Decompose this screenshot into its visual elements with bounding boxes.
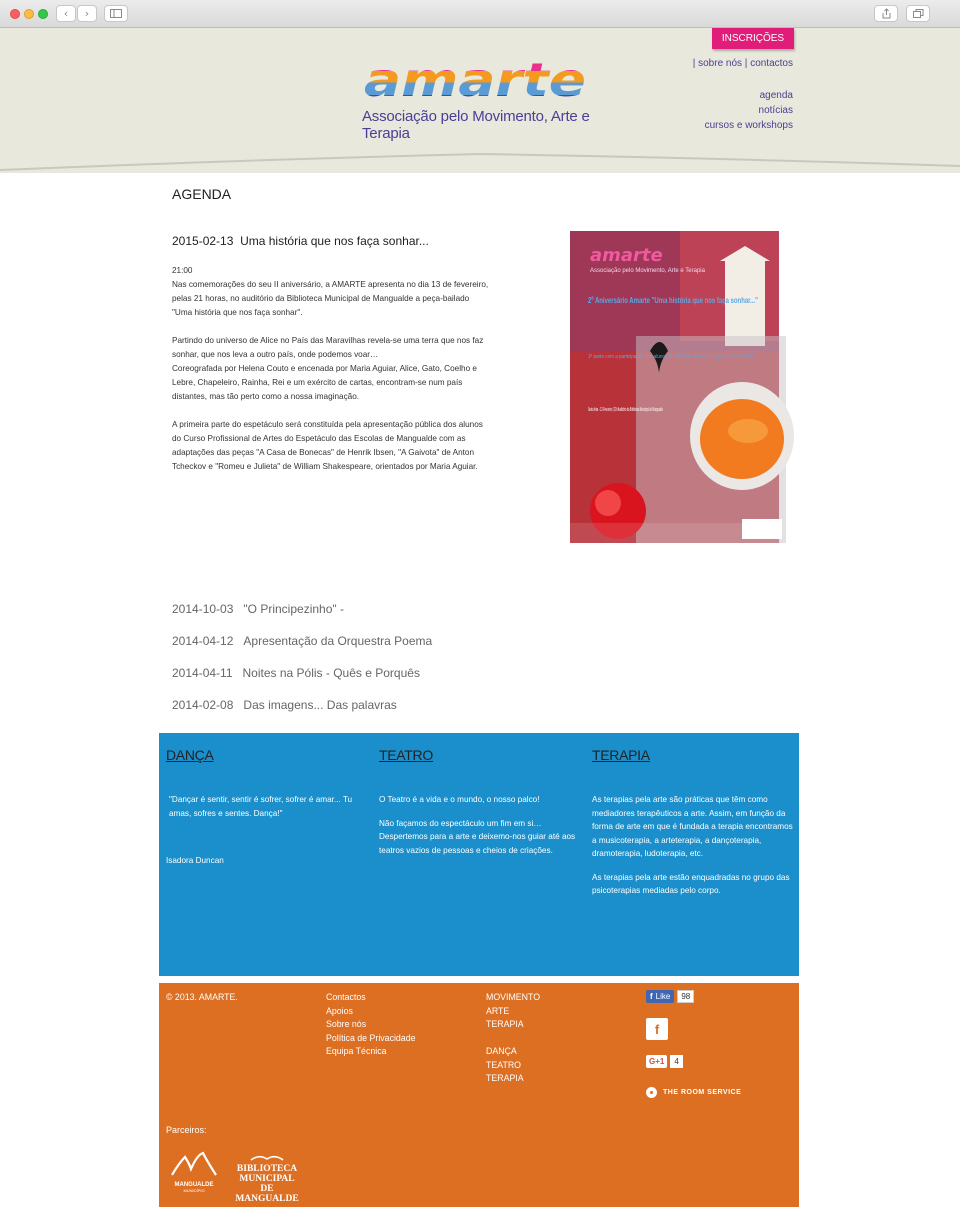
teatro-link[interactable]: TEATRO <box>379 747 433 763</box>
biblioteca-line: MUNICIPAL DE <box>239 1174 295 1194</box>
amarte-logo[interactable] <box>362 53 590 107</box>
event-description <box>172 264 490 488</box>
footer-links <box>326 991 416 1059</box>
event-time: 21:00 <box>172 266 193 275</box>
footer-link-terapia[interactable]: TERAPIA <box>486 1019 524 1029</box>
list-item[interactable] <box>172 666 432 698</box>
browser-toolbar <box>0 0 960 28</box>
separator: | <box>692 58 699 69</box>
teatro-column <box>379 747 584 867</box>
book-icon <box>249 1153 285 1161</box>
footer-link-equipa[interactable]: Equipa Técnica <box>326 1046 387 1056</box>
tabs-overview-icon[interactable] <box>906 5 930 22</box>
terapia-text: As terapias pela arte estão enquadradas no grupo das psicoterapias mediadas pelo corpo. <box>592 872 790 895</box>
event-poster[interactable] <box>570 231 786 543</box>
footer-link-privacidade[interactable]: Política de Privacidade <box>326 1032 416 1043</box>
featured-event-heading[interactable] <box>172 234 429 248</box>
contactos-link[interactable]: contactos <box>750 58 793 69</box>
svg-text:amarte: amarte <box>364 53 586 107</box>
footer-link-contactos[interactable]: Contactos <box>326 992 366 1002</box>
forward-icon[interactable]: › <box>77 5 97 22</box>
facebook-icon[interactable]: f <box>646 1018 668 1040</box>
spacer <box>486 1032 540 1046</box>
sobre-nos-link[interactable]: sobre nós <box>698 58 743 69</box>
event-paragraph: Partindo do universo de Alice no País das Maravilhas revela-se uma terra que nos faz sonhar, que nos leva a outro país, onde podemos voar… Coreografada por Helena Couto e encenada por Maria Aguiar, Alice, Gato, Coelho e Lebre, Chapeleiro, Rainha, Rei e um exército de cartas, encontram-se num país distantes, mas tão perto como a nossa imaginação. <box>172 336 484 401</box>
maximize-window-button[interactable] <box>38 9 48 19</box>
google-plus-button[interactable]: G+1 <box>646 1055 667 1068</box>
footer-link-apoios[interactable]: Apoios <box>326 1005 353 1016</box>
terapia-link[interactable]: TERAPIA <box>592 747 650 763</box>
event-date: 2014-04-11 <box>172 666 233 680</box>
list-item[interactable] <box>172 634 432 666</box>
event-paragraph: A primeira parte do espetáculo será constituída pela apresentação pública dos alunos do Curso Profissional de Artes do Espetáculo das Escolas de Mangualde com as adaptações das peças "A Casa de Bonecas" de Henrik Ibsen, "A Gaivota" de Anton Tcheckov e "Romeu e Julieta" de William Shakespeare, orientados por Maria Aguiar. <box>172 420 483 471</box>
share-icon[interactable] <box>874 5 898 22</box>
room-service-label: THE ROOM SERVICE <box>663 1089 742 1096</box>
room-service-icon <box>646 1087 657 1098</box>
facebook-icon: f <box>650 992 653 1001</box>
event-paragraph: Nas comemorações do seu II aniversário, a AMARTE apresenta no dia 13 de fevereiro, pelas 21 horas, no auditório da Biblioteca Municipal de Mangualde a peça-bailado "Uma história que nos faça sonhar". <box>172 280 489 317</box>
inscricoes-button[interactable]: INSCRIÇÕES <box>712 28 794 49</box>
mangualde-label: MANGUALDE <box>174 1182 214 1188</box>
footer-link-movimento[interactable]: MOVIMENTO <box>486 992 541 1002</box>
biblioteca-line: BIBLIOTECA <box>236 1164 298 1174</box>
event-date: 2015-02-13 <box>172 234 234 248</box>
facebook-like-label: Like <box>655 992 671 1001</box>
svg-text:1ª parte com a participação do: 1ª parte com a participação dos alunos do 10º Ano - Artes do espetáculo da ESM <box>588 354 786 360</box>
page-title: AGENDA <box>172 186 232 202</box>
partners-label: Parceiros: <box>166 1125 207 1135</box>
event-title[interactable]: Uma história que nos faça sonhar... <box>240 234 429 248</box>
event-list <box>172 602 432 730</box>
nav-noticias[interactable]: notícias <box>758 105 793 116</box>
danca-link[interactable]: DANÇA <box>166 747 214 763</box>
danca-author: Isadora Duncan <box>166 856 224 865</box>
nav-agenda[interactable]: agenda <box>759 90 793 101</box>
mangualde-logo[interactable] <box>169 1151 219 1191</box>
event-date: 2014-02-08 <box>172 698 234 712</box>
header-wave <box>0 152 960 176</box>
google-plus-widget[interactable] <box>646 1055 683 1068</box>
footer-link-arte[interactable]: ARTE <box>486 1005 510 1016</box>
event-date: 2014-04-12 <box>172 634 234 648</box>
event-title[interactable]: Noites na Pólis - Quês e Porquês <box>242 666 420 680</box>
areas-section <box>159 733 799 976</box>
mountain-icon <box>169 1151 219 1177</box>
separator: | <box>742 58 751 69</box>
svg-text:Associação pelo Movimento, Art: Associação pelo Movimento, Arte e Terapia <box>590 268 705 274</box>
room-service-credit[interactable] <box>646 1087 741 1098</box>
danca-column <box>166 747 371 878</box>
biblioteca-line: MANGUALDE <box>235 1194 299 1204</box>
back-icon[interactable]: ‹ <box>56 5 76 22</box>
event-title[interactable]: "O Principezinho" - <box>243 602 344 616</box>
site-footer <box>159 983 799 1207</box>
footer-link-terapia-2[interactable]: TERAPIA <box>486 1073 524 1083</box>
svg-text:amarte: amarte <box>590 245 663 266</box>
event-title[interactable]: Apresentação da Orquestra Poema <box>243 634 433 648</box>
minimize-window-button[interactable] <box>24 9 34 19</box>
facebook-like-widget[interactable] <box>646 990 694 1003</box>
facebook-like-count: 98 <box>677 990 694 1003</box>
svg-text:Sexta feira - 13 Fevereiro | 2: Sexta feira - 13 Fevereiro | 21h Auditório da Biblioteca Municipal de Mangualde <box>588 407 664 413</box>
teatro-text: Não façamos do espectáculo um fim em si…Despertemos para a arte e deixemo-nos guiar até aos teatros vazios de pessoas e cheios de criações. <box>379 818 576 855</box>
event-date: 2014-10-03 <box>172 602 234 616</box>
footer-link-teatro[interactable]: TEATRO <box>486 1059 522 1070</box>
biblioteca-logo[interactable] <box>234 1153 300 1204</box>
event-title[interactable]: Das imagens... Das palavras <box>243 698 397 712</box>
footer-links-areas <box>486 991 540 1086</box>
top-links <box>660 58 793 69</box>
danca-quote: "Dançar é sentir, sentir é sofrer, sofrer é amar... Tu amas, sofres e sentes. Dança!" <box>169 795 353 818</box>
mangualde-sub: MUNICÍPIO <box>183 1188 205 1193</box>
terapia-column <box>592 747 797 908</box>
terapia-text: As terapias pela arte são práticas que têm como mediadores terapêuticos a arte. Assim, em função da forma de arte em que é fundada a terapia encontramos a musicoterapia, a arteterapia, a dançoterapia, dramoterapia, ludoterapia, etc. <box>592 795 793 858</box>
list-item[interactable] <box>172 602 432 634</box>
google-plus-count: 4 <box>670 1055 682 1068</box>
list-item[interactable] <box>172 698 432 730</box>
nav-cursos[interactable]: cursos e workshops <box>704 120 793 131</box>
teatro-text: O Teatro é a vida e o mundo, o nosso palco! <box>379 795 540 804</box>
facebook-like-button[interactable] <box>646 990 674 1003</box>
tagline: Associação pelo Movimento, Arte e Terapia <box>362 108 590 142</box>
copyright: © 2013. AMARTE. <box>166 992 238 1002</box>
close-window-button[interactable] <box>10 9 20 19</box>
footer-link-danca[interactable]: DANÇA <box>486 1046 517 1056</box>
sidebar-icon[interactable] <box>104 5 128 22</box>
footer-link-sobre-nos[interactable]: Sobre nós <box>326 1019 367 1029</box>
main-nav <box>660 88 793 133</box>
svg-text:2º Aniversário Amarte "Uma his: 2º Aniversário Amarte "Uma história que nos faça sonhar..." <box>588 295 758 305</box>
